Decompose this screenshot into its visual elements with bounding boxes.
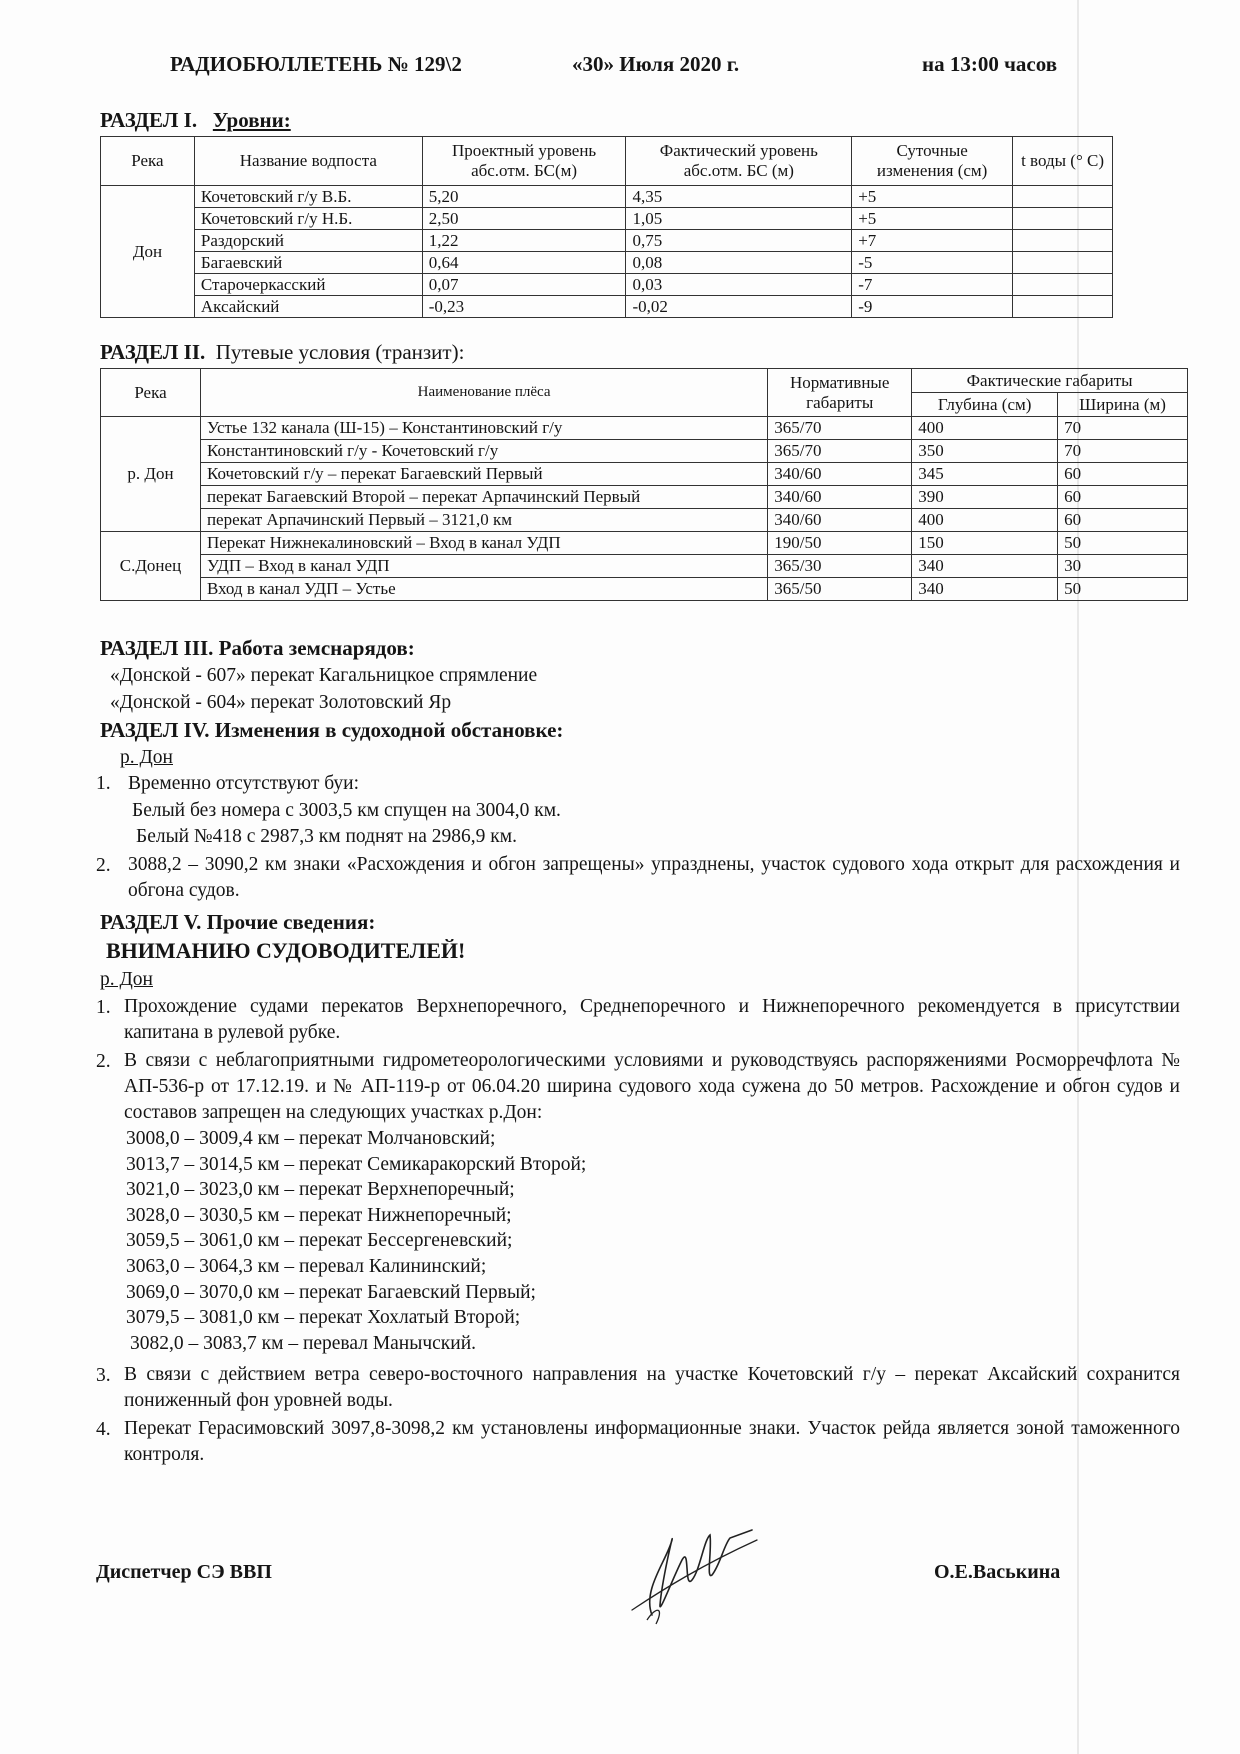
col-reach-name: Наименование плёса bbox=[200, 369, 767, 417]
restricted-section-item: 3021,0 – 3023,0 км – перекат Верхнепоречный; bbox=[126, 1179, 515, 1201]
actual-level-cell: 0,75 bbox=[626, 230, 852, 252]
restricted-section-item: 3013,7 – 3014,5 км – перекат Семикаракорский Второй; bbox=[126, 1153, 587, 1175]
bulletin-date: «30» Июля 2020 г. bbox=[572, 52, 740, 76]
transit-row bbox=[101, 509, 1188, 532]
post-cell: Кочетовский г/у В.Б. bbox=[194, 186, 422, 208]
depth-cell: 350 bbox=[912, 440, 1058, 463]
reach-name-cell: УДП – Вход в канал УДП bbox=[200, 555, 767, 578]
restricted-section-item: 3069,0 – 3070,0 км – перекат Багаевский Первый; bbox=[126, 1281, 536, 1303]
transit-row bbox=[101, 440, 1188, 463]
project-level-cell: 0,64 bbox=[422, 252, 626, 274]
daily-change-cell: +5 bbox=[852, 186, 1013, 208]
attention-heading: ВНИМАНИЮ СУДОВОДИТЕЛЕЙ! bbox=[106, 938, 466, 963]
col-project-level: Проектный уровень абс.отм. БС(м) bbox=[422, 137, 626, 186]
section1-title: РАЗДЕЛ I. Уровни: bbox=[100, 108, 291, 132]
depth-cell: 345 bbox=[912, 463, 1058, 486]
daily-change-cell: -7 bbox=[852, 274, 1013, 296]
project-level-cell: 5,20 bbox=[422, 186, 626, 208]
project-level-cell: -0,23 bbox=[422, 296, 626, 318]
dredger-item: «Донской - 607» перекат Кагальницкое спрямление bbox=[110, 665, 538, 686]
normative-cell: 190/50 bbox=[768, 532, 912, 555]
buoy-note: Белый №418 с 2987,3 км поднят на 2986,9 км. bbox=[136, 826, 517, 847]
col-actual: Фактические габариты bbox=[912, 369, 1188, 393]
depth-cell: 390 bbox=[912, 486, 1058, 509]
water-temp-cell bbox=[1013, 296, 1113, 318]
transit-row bbox=[101, 417, 1188, 440]
normative-cell: 365/70 bbox=[768, 440, 912, 463]
water-temp-cell bbox=[1013, 252, 1113, 274]
project-level-cell: 2,50 bbox=[422, 208, 626, 230]
normative-cell: 340/60 bbox=[768, 486, 912, 509]
bulletin-time: на 13:00 часов bbox=[922, 52, 1058, 76]
water-temp-cell bbox=[1013, 230, 1113, 252]
section5-item3: В связи с действием ветра северо-восточного направления на участке Кочетовский г/у – перекат Аксайский сохранится пониженный фон уровней воды. bbox=[124, 1364, 1180, 1411]
normative-cell: 340/60 bbox=[768, 463, 912, 486]
section4-item1: Временно отсутствуют буи: bbox=[128, 773, 360, 794]
transit-row bbox=[101, 555, 1188, 578]
section5-item2-num: 2. bbox=[96, 1051, 111, 1072]
reach-name-cell: перекат Багаевский Второй – перекат Арпачинский Первый bbox=[200, 486, 767, 509]
section3-title: РАЗДЕЛ III. Работа земснарядов: bbox=[100, 636, 415, 660]
water-temp-cell bbox=[1013, 186, 1113, 208]
width-cell: 70 bbox=[1058, 440, 1188, 463]
levels-row bbox=[101, 230, 1113, 252]
reach-name-cell: перекат Арпачинский Первый – 3121,0 км bbox=[200, 509, 767, 532]
transit-row bbox=[101, 463, 1188, 486]
width-cell: 70 bbox=[1058, 417, 1188, 440]
restricted-section-item: 3028,0 – 3030,5 км – перекат Нижнепоречный; bbox=[126, 1204, 512, 1226]
post-cell: Кочетовский г/у Н.Б. bbox=[194, 208, 422, 230]
water-temp-cell bbox=[1013, 208, 1113, 230]
bulletin-title: РАДИОБЮЛЛЕТЕНЬ № 129\2 bbox=[170, 52, 462, 76]
section5-river: р. Дон bbox=[100, 969, 153, 990]
restricted-section-item: 3059,5 – 3061,0 км – перекат Бессергеневский; bbox=[126, 1230, 513, 1252]
reach-name-cell: Вход в канал УДП – Устье bbox=[200, 578, 767, 601]
dredger-item: «Донской - 604» перекат Золотовский Яр bbox=[110, 692, 452, 713]
signature-mark bbox=[612, 1520, 762, 1630]
section5-item1: Прохождение судами перекатов Верхнепоречного, Среднепоречного и Нижнепоречного рекомендуется в присутствии капитана в рулевой рубке. bbox=[124, 996, 1180, 1043]
depth-cell: 400 bbox=[912, 417, 1058, 440]
buoy-note: Белый без номера с 3003,5 км спущен на 3004,0 км. bbox=[132, 800, 561, 821]
reach-name-cell: Перекат Нижнекалиновский – Вход в канал УДП bbox=[200, 532, 767, 555]
water-temp-cell bbox=[1013, 274, 1113, 296]
project-level-cell: 1,22 bbox=[422, 230, 626, 252]
normative-cell: 365/30 bbox=[768, 555, 912, 578]
depth-cell: 340 bbox=[912, 555, 1058, 578]
width-cell: 30 bbox=[1058, 555, 1188, 578]
post-cell: Раздорский bbox=[194, 230, 422, 252]
col-post: Название водпоста bbox=[194, 137, 422, 186]
reach-name-cell: Устье 132 канала (Ш-15) – Константиновский г/у bbox=[200, 417, 767, 440]
section5-item4-num: 4. bbox=[96, 1419, 111, 1440]
levels-row bbox=[101, 208, 1113, 230]
section4-item2-num: 2. bbox=[96, 855, 111, 876]
transit-row bbox=[101, 532, 1188, 555]
daily-change-cell: -9 bbox=[852, 296, 1013, 318]
col-normative: Нормативные габариты bbox=[768, 369, 912, 417]
post-cell: Багаевский bbox=[194, 252, 422, 274]
section5-item4: Перекат Герасимовский 3097,8-3098,2 км установлены информационные знаки. Участок рейда является зоной таможенного контроля. bbox=[124, 1418, 1180, 1465]
depth-cell: 340 bbox=[912, 578, 1058, 601]
section4-title: РАЗДЕЛ IV. Изменения в судоходной обстановке: bbox=[100, 718, 564, 742]
levels-row bbox=[101, 296, 1113, 318]
river-cell: Дон bbox=[101, 186, 195, 318]
depth-cell: 150 bbox=[912, 532, 1058, 555]
transit-table bbox=[100, 368, 1188, 601]
actual-level-cell: 4,35 bbox=[626, 186, 852, 208]
actual-level-cell: 1,05 bbox=[626, 208, 852, 230]
reach-name-cell: Константиновский г/у - Кочетовский г/у bbox=[200, 440, 767, 463]
width-cell: 50 bbox=[1058, 578, 1188, 601]
col-daily-change: Суточные изменения (см) bbox=[852, 137, 1013, 186]
project-level-cell: 0,07 bbox=[422, 274, 626, 296]
section5-item3-num: 3. bbox=[96, 1365, 111, 1386]
normative-cell: 365/70 bbox=[768, 417, 912, 440]
river-cell: С.Донец bbox=[101, 532, 201, 601]
restricted-section-item: 3079,5 – 3081,0 км – перекат Хохлатый Второй; bbox=[126, 1307, 521, 1329]
daily-change-cell: +7 bbox=[852, 230, 1013, 252]
col-river: Река bbox=[101, 137, 195, 186]
col-width: Ширина (м) bbox=[1058, 393, 1188, 417]
depth-cell: 400 bbox=[912, 509, 1058, 532]
section2-title: РАЗДЕЛ II. Путевые условия (транзит): bbox=[100, 340, 465, 364]
transit-row bbox=[101, 578, 1188, 601]
levels-row bbox=[101, 274, 1113, 296]
levels-table bbox=[100, 136, 1113, 318]
width-cell: 60 bbox=[1058, 486, 1188, 509]
restricted-section-item: 3082,0 – 3083,7 км – перевал Манычский. bbox=[130, 1332, 477, 1354]
actual-level-cell: 0,03 bbox=[626, 274, 852, 296]
section5-item1-num: 1. bbox=[96, 997, 111, 1018]
reach-name-cell: Кочетовский г/у – перекат Багаевский Первый bbox=[200, 463, 767, 486]
normative-cell: 340/60 bbox=[768, 509, 912, 532]
restricted-section-item: 3063,0 – 3064,3 км – перевал Калининский; bbox=[126, 1256, 487, 1277]
section5-item2: В связи с неблагоприятными гидрометеорологическими условиями и руководствуясь распоряжениями Росморречфлота № АП-536-р от 17.12.19. и № АП-119-р от 06.04.20 ширина судового хода сужена до 50 метров. Расхождение и обгон судов и составов запрещен на следующих участках р.Дон: bbox=[124, 1050, 1180, 1123]
width-cell: 60 bbox=[1058, 463, 1188, 486]
section4-river: р. Дон bbox=[120, 747, 173, 768]
bulletin-header bbox=[170, 52, 1090, 82]
daily-change-cell: +5 bbox=[852, 208, 1013, 230]
dispatcher-name: О.Е.Васькина bbox=[934, 1561, 1061, 1583]
actual-level-cell: 0,08 bbox=[626, 252, 852, 274]
section4-item2: 3088,2 – 3090,2 км знаки «Расхождения и обгон запрещены» упразднены, участок судового хода открыт для расхождения и обгона судов. bbox=[128, 854, 1180, 901]
transit-row bbox=[101, 486, 1188, 509]
post-cell: Аксайский bbox=[194, 296, 422, 318]
daily-change-cell: -5 bbox=[852, 252, 1013, 274]
levels-table-header bbox=[101, 137, 1113, 186]
col-water-temp: t воды (° С) bbox=[1013, 137, 1113, 186]
col-river: Река bbox=[101, 369, 201, 417]
col-depth: Глубина (см) bbox=[912, 393, 1058, 417]
width-cell: 60 bbox=[1058, 509, 1188, 532]
actual-level-cell: -0,02 bbox=[626, 296, 852, 318]
levels-row bbox=[101, 252, 1113, 274]
section5-title: РАЗДЕЛ V. Прочие сведения: bbox=[100, 910, 376, 934]
restricted-section-item: 3008,0 – 3009,4 км – перекат Молчановский; bbox=[126, 1128, 496, 1149]
river-cell: р. Дон bbox=[101, 417, 201, 532]
dispatcher-role: Диспетчер СЭ ВВП bbox=[96, 1561, 272, 1583]
section4-item1-num: 1. bbox=[96, 773, 111, 794]
post-cell: Старочеркасский bbox=[194, 274, 422, 296]
normative-cell: 365/50 bbox=[768, 578, 912, 601]
width-cell: 50 bbox=[1058, 532, 1188, 555]
levels-row bbox=[101, 186, 1113, 208]
col-actual-level: Фактический уровень абс.отм. БС (м) bbox=[626, 137, 852, 186]
